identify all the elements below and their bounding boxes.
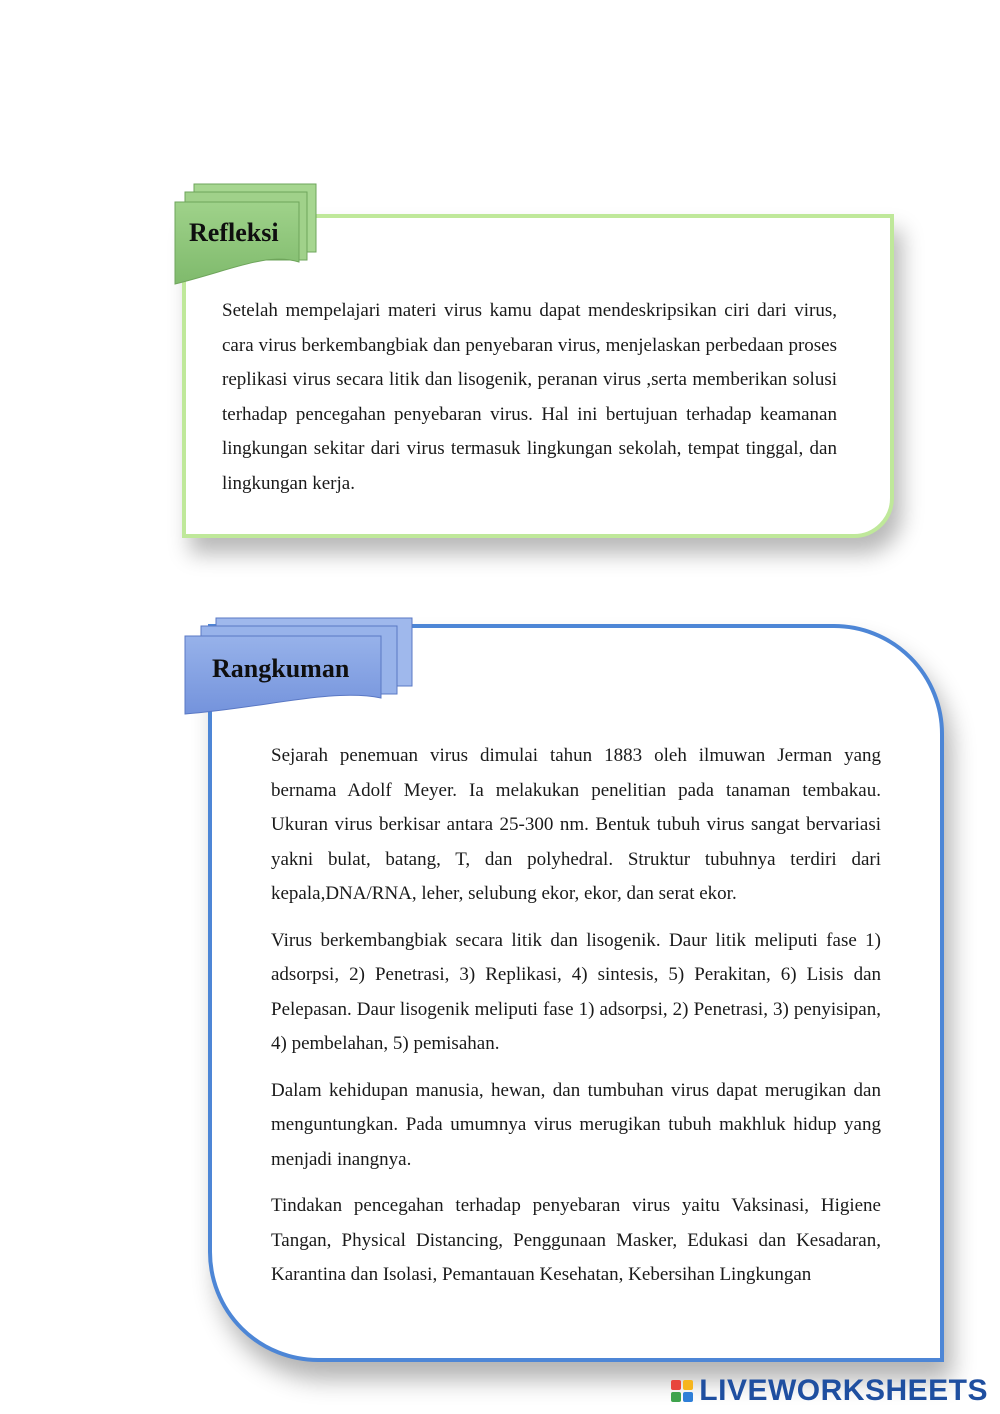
logo-square-blue: [683, 1392, 693, 1402]
rangkuman-body: [271, 739, 881, 1305]
refleksi-title: Refleksi: [189, 218, 279, 247]
logo-square-yellow: [683, 1380, 693, 1390]
liveworksheets-name: LIVEWORKSHEETS: [699, 1374, 988, 1407]
liveworksheets-brand[interactable]: [671, 1374, 988, 1408]
rangkuman-paragraph-2: Virus berkembangbiak secara litik dan lisogenik. Daur litik meliputi fase 1) adsorpsi, 2) Penetrasi, 3) Replikasi, 4) sintesis, 5) Perakitan, 6) Lisis dan Pelepasan. Daur lisogenik meliputi fase 1) adsorpsi, 2) Penetrasi, 3) penyisipan, 4) pembelahan, 5) pemisahan.: [271, 929, 881, 1054]
logo-square-green: [671, 1392, 681, 1402]
liveworksheets-logo-icon: [671, 1380, 693, 1402]
rangkuman-paragraph-3: Dalam kehidupan manusia, hewan, dan tumbuhan virus dapat merugikan dan menguntungkan. Pada umumnya virus merugikan tubuh makhluk hidup yang menjadi inangnya.: [271, 1079, 881, 1170]
rangkuman-paragraph-4: Tindakan pencegahan terhadap penyebaran virus yaitu Vaksinasi, Higiene Tangan, Physical Distancing, Penggunaan Masker, Edukasi dan Kesadaran, Karantina dan Isolasi, Pemantauan Kesehatan, Kebersihan Lingkungan: [271, 1195, 881, 1285]
rangkuman-tab: [183, 616, 415, 722]
rangkuman-title: Rangkuman: [212, 654, 350, 683]
logo-square-red: [671, 1380, 681, 1390]
rangkuman-paragraph-1: Sejarah penemuan virus dimulai tahun 1883 oleh ilmuwan Jerman yang bernama Adolf Meyer. Ia melakukan penelitian pada tanaman tembakau. Ukuran virus berkisar antara 25-300 nm. Bentuk tubuh virus sangat bervariasi yakni bulat, batang, T, dan polyhedral. Struktur tubuhnya terdiri dari kepala,DNA/RNA, leher, selubung ekor, ekor, dan serat ekor.: [271, 745, 881, 904]
refleksi-body: [222, 294, 837, 513]
refleksi-paragraph: Setelah mempelajari materi virus kamu dapat mendeskripsikan ciri dari virus, cara virus berkembangbiak dan penyebaran virus, menjelaskan perbedaan proses replikasi virus secara litik dan lisogenik, peranan virus ,serta memberikan solusi terhadap pencegahan penyebaran virus. Hal ini bertujuan terhadap keamanan lingkungan sekitar dari virus termasuk lingkungan sekolah, tempat tinggal, dan lingkungan kerja.: [222, 300, 837, 494]
refleksi-tab: [172, 182, 320, 292]
